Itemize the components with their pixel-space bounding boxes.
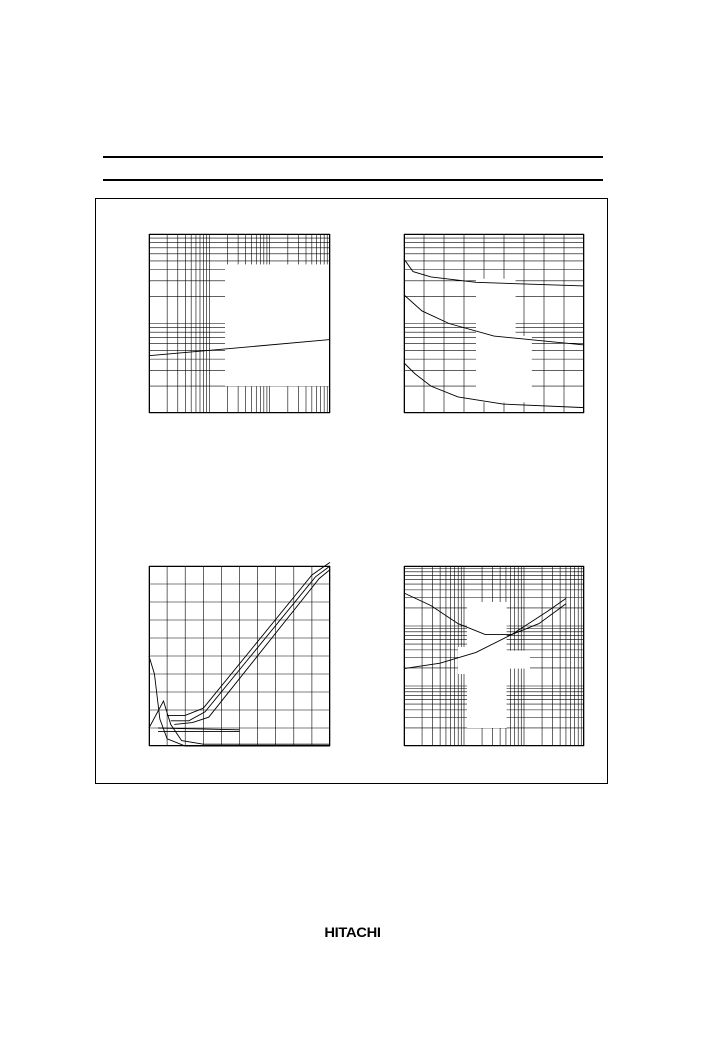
chart-4 xyxy=(404,566,584,746)
chart-1 xyxy=(149,234,330,413)
chart-label-area xyxy=(458,647,480,674)
chart-label-area xyxy=(476,279,516,403)
chart-label-area xyxy=(494,651,530,669)
header-rule-top xyxy=(103,156,603,158)
series-line xyxy=(171,566,330,721)
header-rule-bottom xyxy=(103,179,603,181)
series-line xyxy=(174,570,330,725)
chart-3 xyxy=(149,566,330,746)
series-line xyxy=(167,562,330,715)
brand-logo: HITACHI xyxy=(324,924,381,940)
chart-label-area xyxy=(225,264,330,386)
chart-2 xyxy=(404,234,584,413)
